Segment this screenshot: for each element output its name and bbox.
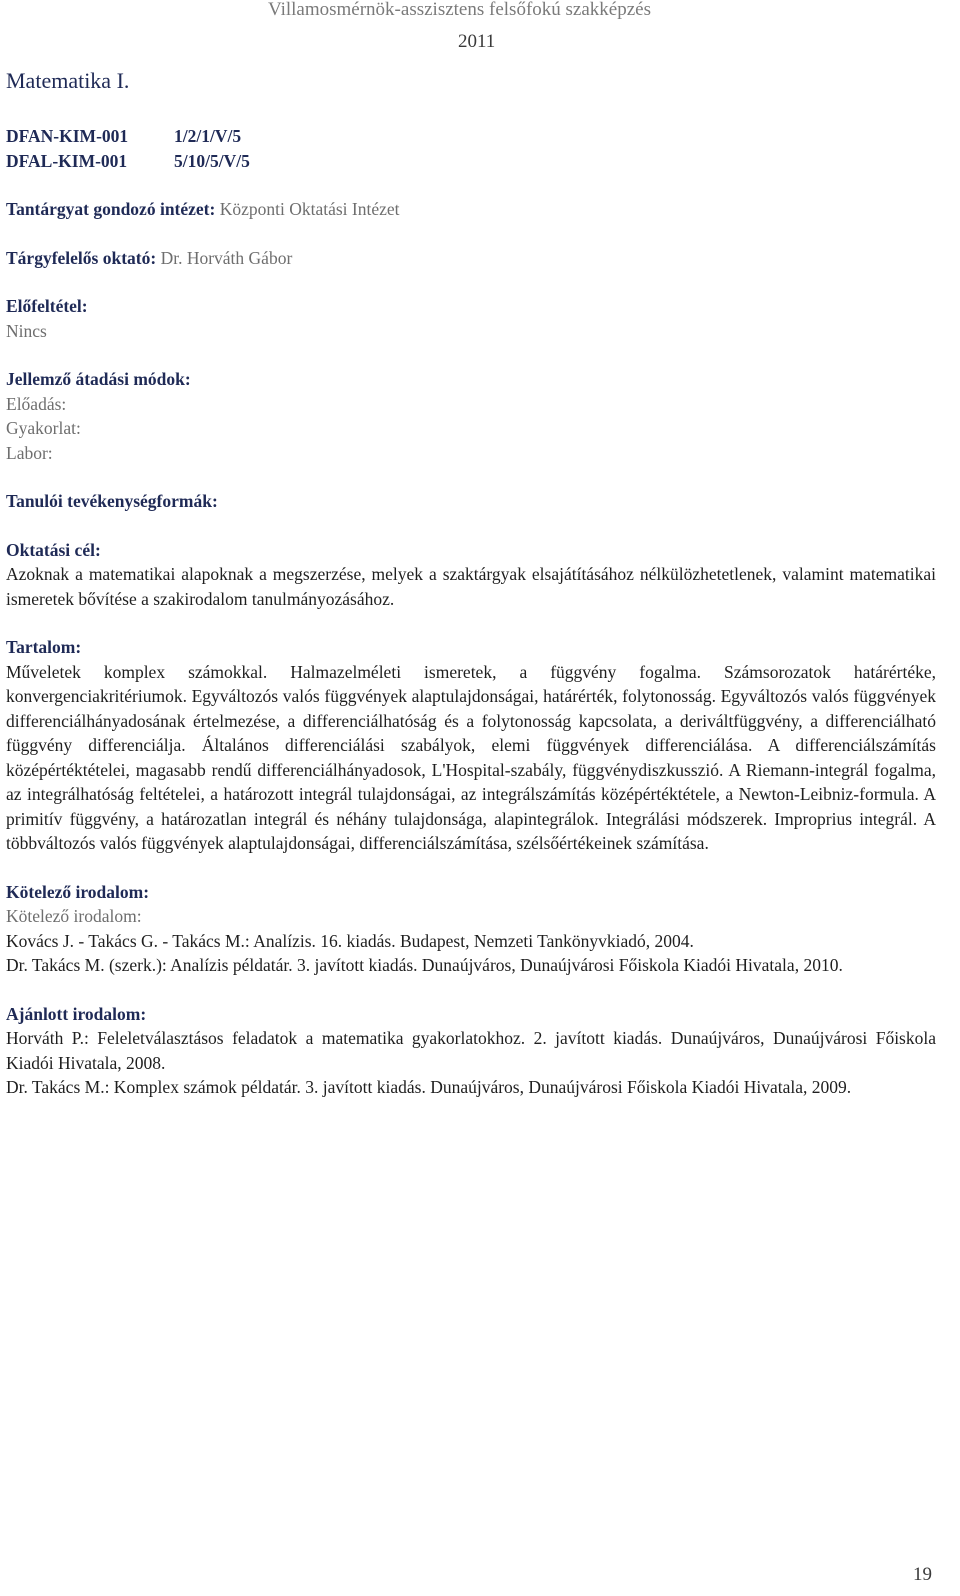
literature-item: Horváth P.: Feleletválasztásos feladatok a matematika gyakorlatokhoz. 2. javított kiadás. Dunaújváros, Dunaújvárosi Főiskola Kiadói Hivatala, 2008. — [6, 1028, 936, 1073]
recommended-literature-label: Ajánlott irodalom: — [6, 1003, 147, 1024]
course-code-value: 1/2/1/V/5 — [174, 126, 242, 146]
page-header-year: 2011 — [458, 31, 496, 52]
goal-section — [6, 538, 936, 612]
lecturer-row — [6, 246, 936, 271]
recommended-literature-section — [6, 1002, 936, 1100]
prerequisite-section — [6, 294, 936, 343]
content-label: Tartalom: — [6, 637, 82, 657]
required-literature-section — [6, 880, 936, 978]
activities-label: Tanulói tevékenységformák: — [6, 491, 218, 511]
course-code-row — [6, 124, 936, 149]
goal-label: Oktatási cél: — [6, 539, 101, 560]
required-literature-sublabel: Kötelező irodalom: — [6, 906, 142, 926]
required-literature-label: Kötelező irodalom: — [6, 881, 150, 902]
course-code-row — [6, 149, 936, 174]
literature-item: Kovács J. - Takács G. - Takács M.: Analízis. 16. kiadás. Budapest, Nemzeti Tankönyvkiadó, 2004. — [6, 930, 694, 951]
activities-section — [6, 489, 936, 514]
course-code: DFAN-KIM-001 — [6, 126, 129, 146]
lecturer-label: Tárgyfelelős oktató: — [6, 247, 157, 268]
page-number: 19 — [913, 1564, 932, 1585]
delivery-mode-item: Labor: — [6, 442, 53, 463]
delivery-mode-item: Előadás: — [6, 393, 67, 414]
course-description — [6, 124, 936, 1100]
page-header-title: Villamosmérnök-asszisztens felsőfokú szakképzés — [268, 0, 651, 20]
institute-label: Tantárgyat gondozó intézet: — [6, 199, 216, 219]
delivery-mode-item: Gyakorlat: — [6, 418, 81, 438]
content-section — [6, 635, 936, 856]
prerequisite-label: Előfeltétel: — [6, 296, 88, 316]
institute-row — [6, 197, 936, 222]
content-text: Műveletek komplex számokkal. Halmazelméleti ismeretek, a függvény fogalma. Számsorozatok határértéke, konvergenciakritériumok. Egyváltozós valós függvények alaptulajdonságai, határérték, folytonosság. Egyváltozós valós függvények differenciálhányadosának értelmezése, a differenciálhatóság és a folytonosság kapcsolata, a deriváltfüggvény, a differenciálható függvény differenciálja. Általános differenciálási szabályok, elemi függvények differenciálása. A differenciálszámítás középértéktételei, magasabb rendű differenciálhányadosok, L'Hospital-szabály, függvénydiszkusszió. A Riemann-integrál fogalma, az integrálhatóság feltételei, a határozott integrál tulajdonságai, az integrálszámítás középértéktétele, a Newton-Leibniz-formula. A primitív függvény, a határozatlan integrál és néhány tulajdonsága, alapintegrálok. Integrálási módszerek. Improprius integrál. A többváltozós valós függvények alaptulajdonságai, differenciálszámítása, szélsőértékeinek számítása. — [6, 661, 936, 853]
literature-item: Dr. Takács M.: Komplex számok példatár. 3. javított kiadás. Dunaújváros, Dunaújvárosi Főiskola Kiadói Hivatala, 2009. — [6, 1077, 852, 1097]
goal-text: Azoknak a matematikai alapoknak a megszerzése, melyek a szaktárgyak elsajátításához nélkülözhetetlenek, valamint matematikai ismeretek bővítése a szakirodalom tanulmányozásához. — [6, 564, 936, 609]
course-code: DFAL-KIM-001 — [6, 150, 128, 171]
course-title: Matematika I. — [6, 68, 130, 93]
literature-item: Dr. Takács M. (szerk.): Analízis példatár. 3. javított kiadás. Dunaújváros, Dunaújvárosi Főiskola Kiadói Hivatala, 2010. — [6, 955, 843, 975]
course-code-value: 5/10/5/V/5 — [174, 150, 250, 171]
delivery-modes-section — [6, 367, 936, 465]
lecturer-value: Dr. Horváth Gábor — [160, 247, 293, 268]
delivery-modes-label: Jellemző átadási módok: — [6, 369, 191, 389]
institute-value: Központi Oktatási Intézet — [219, 199, 400, 219]
prerequisite-value: Nincs — [6, 320, 47, 341]
